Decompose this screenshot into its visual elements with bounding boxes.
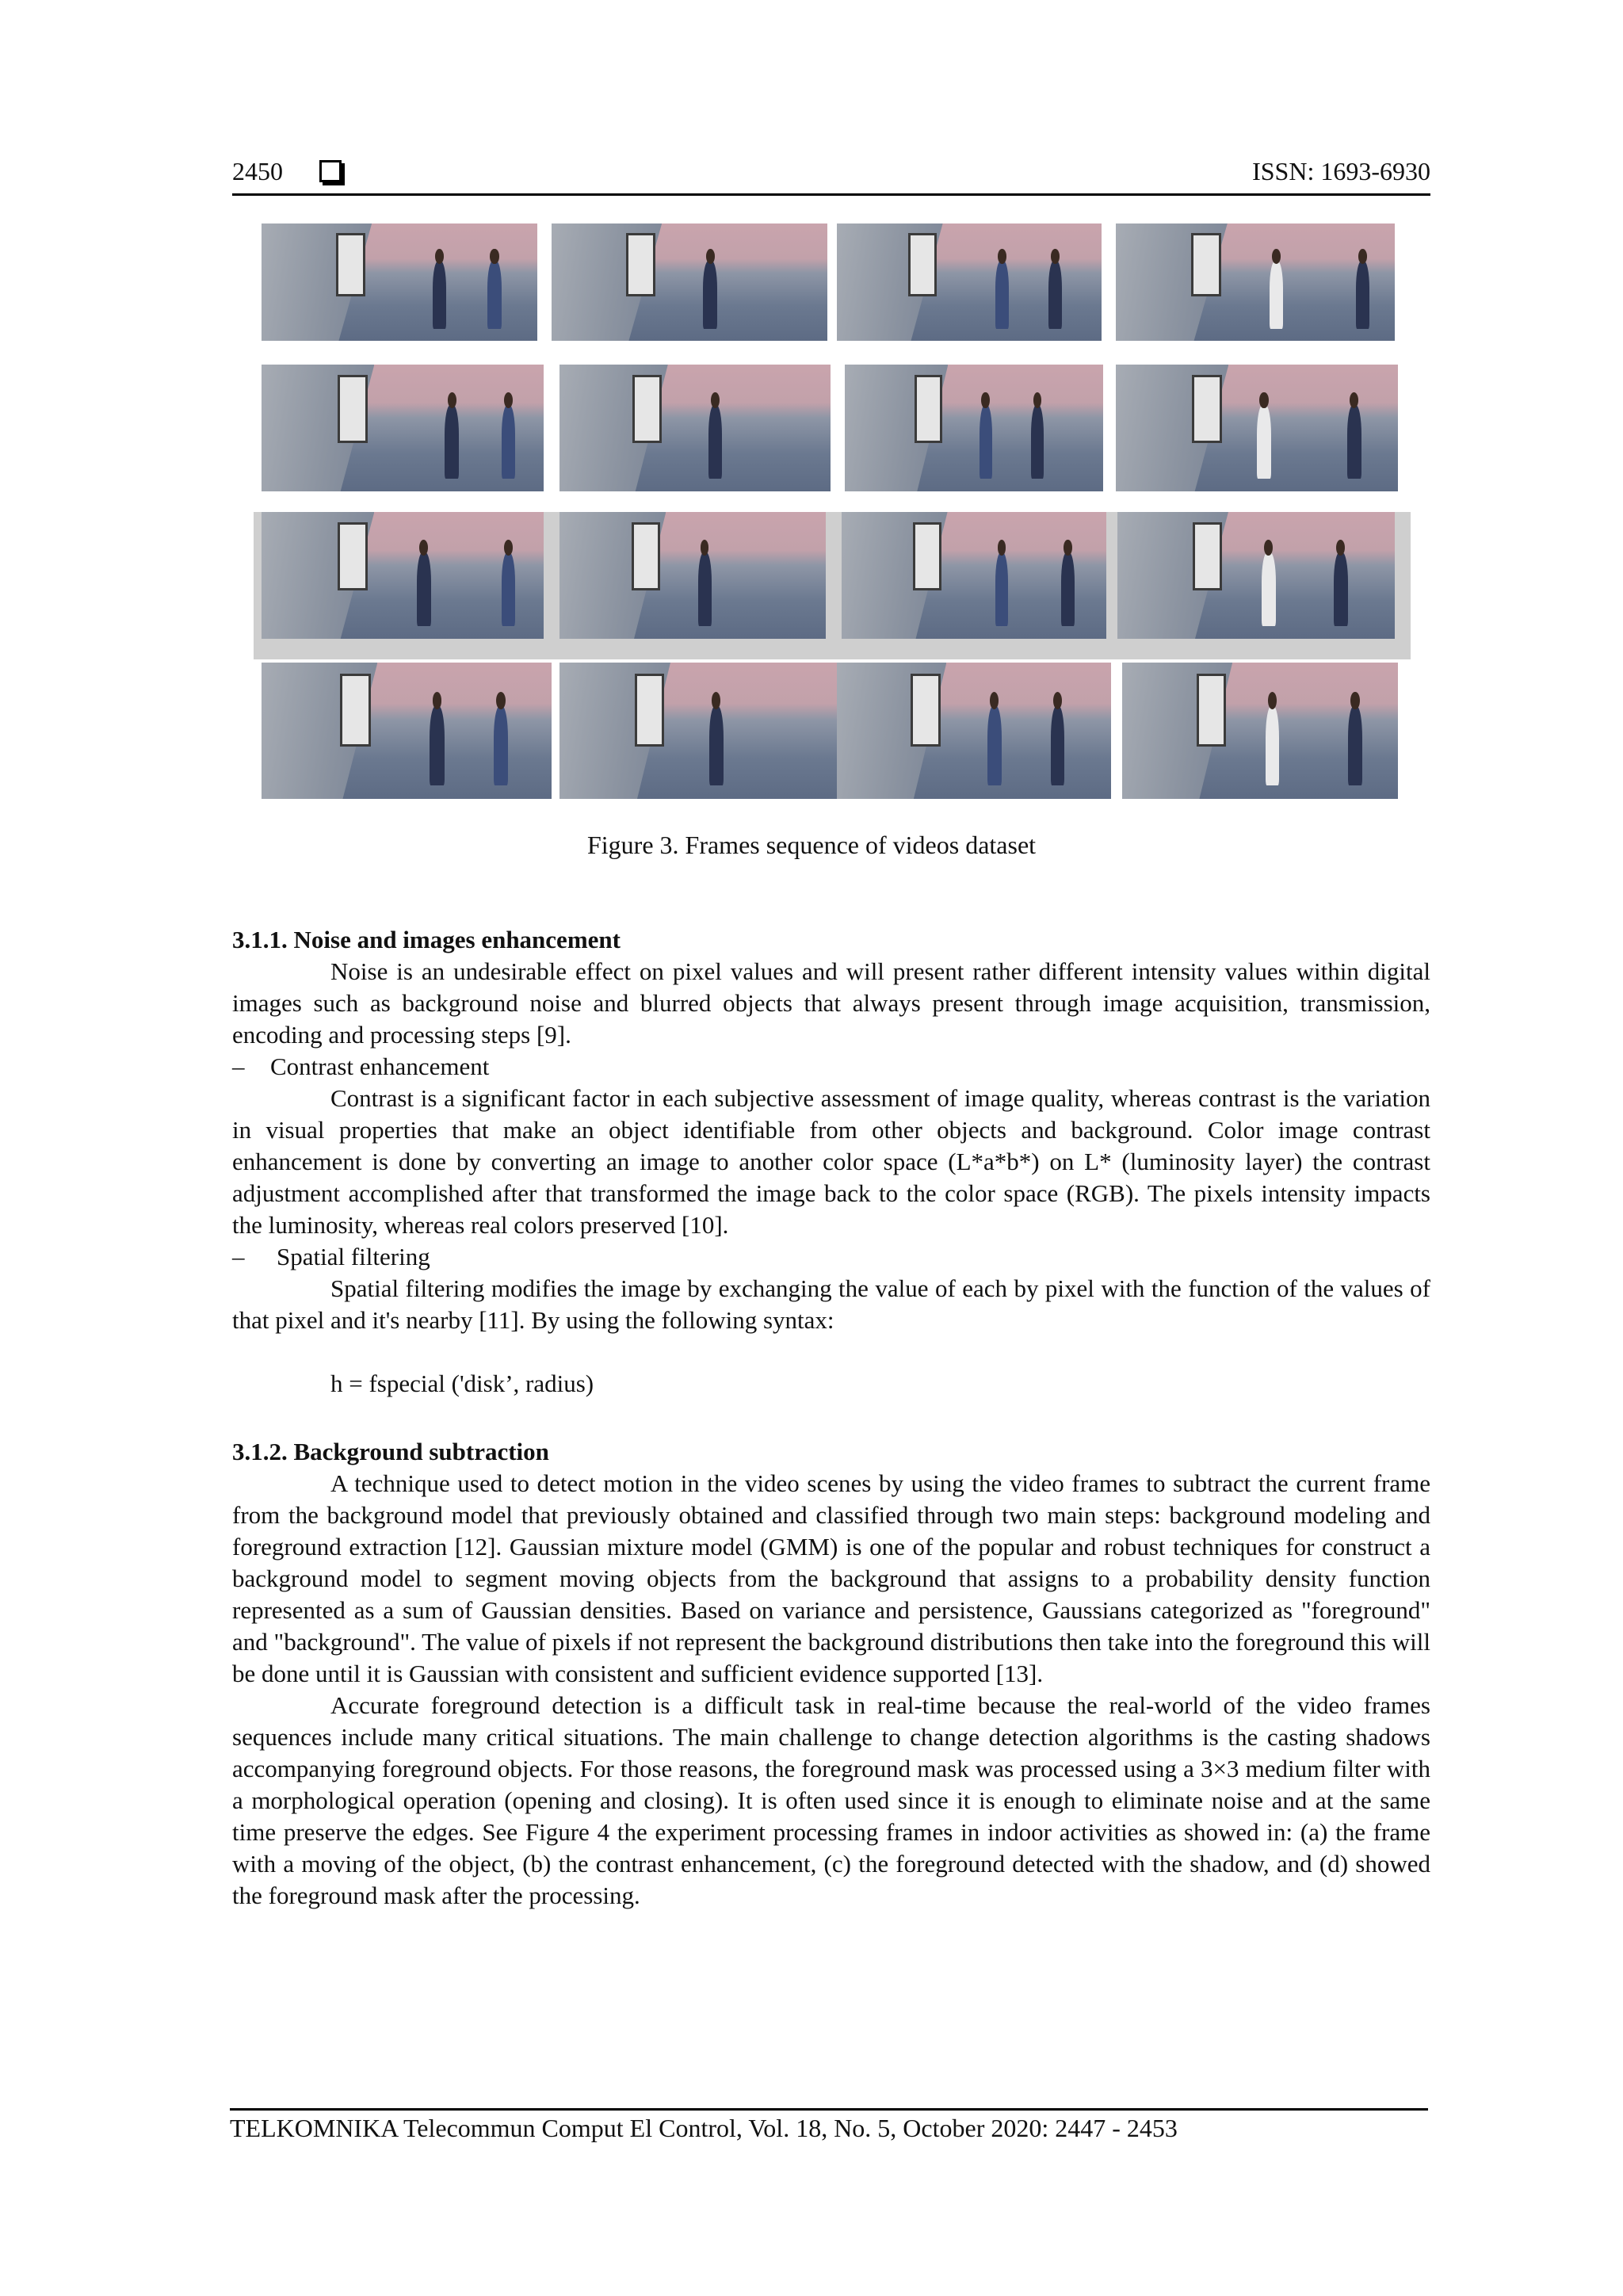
video-frame	[1122, 663, 1398, 799]
video-frame	[559, 663, 837, 799]
video-frame	[842, 512, 1106, 639]
section-3-1-1	[232, 924, 1430, 1400]
list-item	[232, 1241, 1430, 1273]
section-heading: 3.1.1. Noise and images enhancement	[232, 926, 621, 953]
page-number: 2450	[232, 157, 283, 185]
list-item-label: Contrast enhancement	[270, 1052, 490, 1080]
video-frame	[837, 223, 1102, 341]
video-frame	[559, 512, 826, 639]
video-frame	[559, 365, 831, 491]
list-item-label: Spatial filtering	[277, 1243, 430, 1270]
section-3-1-2	[232, 1436, 1430, 1912]
figure-caption: Figure 3. Frames sequence of videos dataset	[586, 831, 1037, 859]
page-header	[232, 152, 1430, 196]
video-frame	[845, 365, 1103, 491]
video-frame	[1117, 512, 1395, 639]
video-frame	[1116, 223, 1395, 341]
issn-label: ISSN: 1693-6930	[1252, 157, 1430, 185]
paragraph: A technique used to detect motion in the video scenes by using the video frames to subtract the current frame from the background model that previously obtained and classified through two main steps: background modeling and foreground extraction [12]. Gaussian mixture model (GMM) is one of the popular and robust techniques for construct a background model to segment moving objects from the background that assigns to a probability density function represented as a sum of Gaussian densities. Based on variance and persistence, Gaussians categorized as "foreground" and "background". The value of pixels if not represent the background distributions then take into the foreground this will be done until it is Gaussian with consistent and sufficient evidence supported [13].	[232, 1469, 1430, 1687]
paragraph: Accurate foreground detection is a difficult task in real-time because the real-world of the video frames sequences include many critical situations. The main challenge to change detection algorithms is the casting shadows accompanying foreground objects. For those reasons, the foreground mask was processed using a 3×3 medium filter with a morphological operation (opening and closing). It is often used since it is enough to eliminate noise and at the same time preserve the edges. See Figure 4 the experiment processing frames in indoor activities as showed in: (a) the frame with a moving of the object, (b) the contrast enhancement, (c) the foreground detected with the shadow, and (d) showed the foreground mask after the processing.	[232, 1691, 1430, 1909]
dash-bullet: –	[232, 1243, 245, 1270]
video-frame	[552, 223, 827, 341]
paragraph: Contrast is a significant factor in each subjective assessment of image quality, whereas contrast is the variation in visual properties that make an object identifiable from other objects and background. Color image contrast enhancement is done by converting an image to another color space (L*a*b*) on L* (luminosity layer) the contrast adjustment accomplished after that transformed the image back to the color space (RGB). The pixels intensity impacts the luminosity, whereas real colors preserved [10].	[232, 1084, 1430, 1239]
video-frame	[262, 365, 544, 491]
page-footer: TELKOMNIKA Telecommun Comput El Control, Vol. 18, No. 5, October 2020: 2447 - 2453	[230, 2108, 1428, 2143]
video-frame	[1116, 365, 1398, 491]
code-syntax: h = fspecial ('disk’, radius)	[330, 1370, 594, 1397]
paragraph: Spatial filtering modifies the image by exchanging the value of each by pixel with the function of the values of that pixel and it's nearby [11]. By using the following syntax:	[232, 1274, 1430, 1334]
video-frame	[837, 663, 1111, 799]
video-frame	[262, 512, 544, 639]
dash-bullet: –	[232, 1052, 245, 1080]
list-item	[232, 1051, 1430, 1083]
paragraph: Noise is an undesirable effect on pixel values and will present rather different intensity values within digital images such as background noise and blurred objects that always present through image acquisition, transmission, encoding and processing steps [9].	[232, 957, 1430, 1049]
video-frame	[262, 663, 552, 799]
video-frame	[262, 223, 537, 341]
checkbox-square-icon	[319, 160, 342, 182]
section-heading: 3.1.2. Background subtraction	[232, 1438, 549, 1465]
frames-figure	[254, 222, 1403, 808]
